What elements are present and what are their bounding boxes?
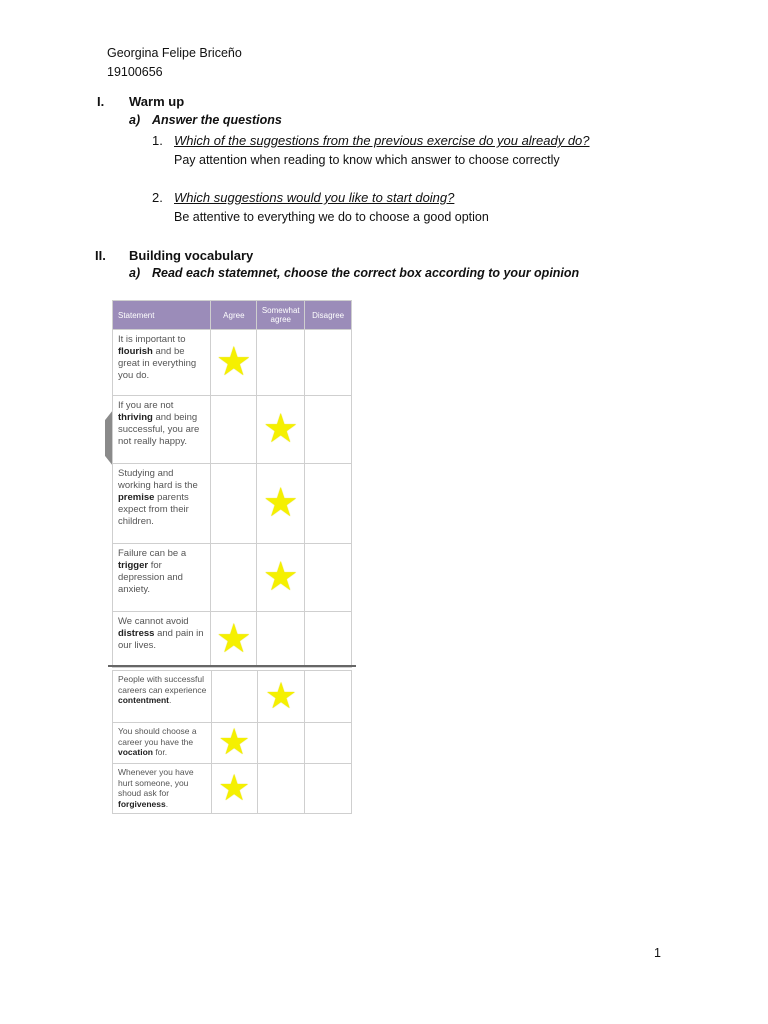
- section1-sub-letter: a): [129, 113, 141, 127]
- question-2-num: 2.: [152, 190, 163, 205]
- statement-cell: We cannot avoid distress and pain in our lives.: [113, 612, 211, 668]
- table-row: [113, 544, 352, 612]
- header-statement: Statement: [113, 301, 211, 330]
- vocab-table-top: [112, 300, 352, 668]
- section2-sub-letter: a): [129, 266, 141, 280]
- table-divider: [108, 665, 356, 667]
- answer-1: Pay attention when reading to know which answer to choose correctly: [174, 153, 560, 167]
- section2-title: Building vocabulary: [129, 248, 254, 263]
- statement-cell: Whenever you have hurt someone, you shoud ask for forgiveness.: [113, 764, 212, 814]
- table-row: [113, 764, 352, 814]
- header-somewhat: Somewhat agree: [257, 301, 305, 330]
- star-icon: ★: [262, 407, 299, 451]
- answer-2: Be attentive to everything we do to choose a good option: [174, 210, 489, 224]
- statement-cell: Studying and working hard is the premise parents expect from their children.: [113, 464, 211, 544]
- star-icon: ★: [215, 617, 252, 661]
- page-number: 1: [654, 946, 661, 960]
- student-name: Georgina Felipe Briceño: [107, 46, 242, 60]
- table-row: [113, 671, 352, 723]
- statement-cell: If you are not thriving and being successful, you are not really happy.: [113, 396, 211, 464]
- question-1-text: Which of the suggestions from the previous exercise do you already do?: [174, 133, 590, 148]
- statement-cell: It is important to flourish and be great in everything you do.: [113, 330, 211, 396]
- statement-cell: People with successful careers can experience contentment.: [113, 671, 212, 723]
- question-1-num: 1.: [152, 133, 163, 148]
- student-id: 19100656: [107, 65, 163, 79]
- star-icon: ★: [262, 481, 299, 525]
- table-row: [113, 330, 352, 396]
- table-row: [113, 464, 352, 544]
- section1-numeral: I.: [97, 94, 105, 109]
- star-icon: ★: [264, 674, 298, 716]
- question-2-text: Which suggestions would you like to start doing?: [174, 190, 455, 205]
- star-icon: ★: [217, 766, 251, 808]
- section2-sub-title: Read each statemnet, choose the correct box according to your opinion: [152, 266, 580, 280]
- table-row: [113, 723, 352, 764]
- table-row: [113, 612, 352, 668]
- table-row: [113, 396, 352, 464]
- star-icon: ★: [262, 555, 299, 599]
- table-header-row: [113, 301, 352, 330]
- section1-sub-title: Answer the questions: [152, 113, 282, 127]
- star-icon: ★: [217, 721, 251, 762]
- section2-numeral: II.: [95, 248, 106, 263]
- vocab-table-bottom: [112, 670, 352, 814]
- section1-title: Warm up: [129, 94, 185, 109]
- header-disagree: Disagree: [305, 301, 352, 330]
- statement-cell: You should choose a career you have the vocation for.: [113, 723, 212, 764]
- star-icon: ★: [215, 340, 252, 384]
- statement-cell: Failure can be a trigger for depression and anxiety.: [113, 544, 211, 612]
- header-agree: Agree: [211, 301, 257, 330]
